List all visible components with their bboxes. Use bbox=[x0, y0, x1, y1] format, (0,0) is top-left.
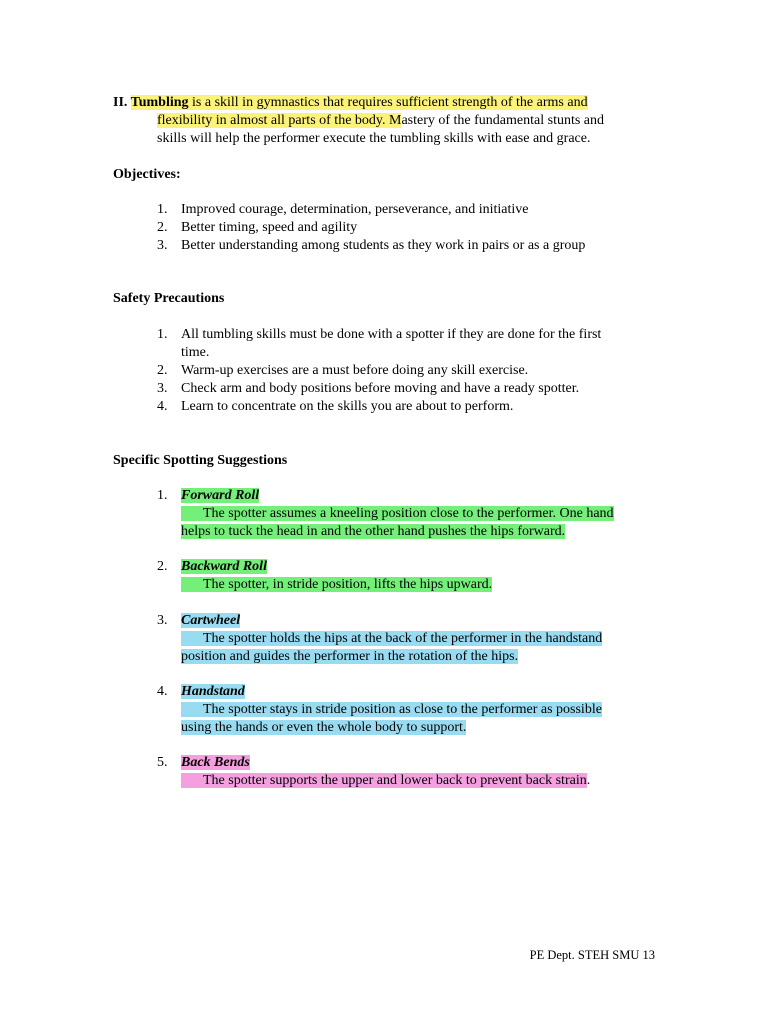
safety-heading: Safety Precautions bbox=[113, 291, 225, 306]
safety-item-continuation: time. bbox=[181, 345, 210, 360]
safety-item: 2. Warm-up exercises are a must before doing any skill exercise. bbox=[157, 363, 529, 378]
intro-paragraph bbox=[113, 94, 658, 148]
safety-item: 1. All tumbling skills must be done with a spotter if they are done for the first bbox=[157, 327, 602, 342]
safety-item: 4. Learn to concentrate on the skills you are about to perform. bbox=[157, 399, 514, 414]
spotting-description-line: The spotter assumes a kneeling position close to the performer. One hand bbox=[181, 505, 614, 523]
objective-item: 2. Better timing, speed and agility bbox=[157, 220, 358, 235]
spotting-item-cartwheel: 3. Cartwheel bbox=[157, 613, 241, 628]
spotting-description-line: using the hands or even the whole body to support. bbox=[181, 720, 467, 735]
spotting-title: Backward Roll bbox=[181, 559, 267, 574]
intro-term: Tumbling bbox=[130, 95, 189, 110]
objective-item: 3. Better understanding among students as they work in pairs or as a group bbox=[157, 238, 586, 253]
spotting-description-line: The spotter supports the upper and lower back to prevent back strain. bbox=[181, 772, 590, 790]
spotting-heading: Specific Spotting Suggestions bbox=[113, 453, 288, 468]
spotting-item-back-bends: 5. Back Bends bbox=[157, 755, 250, 770]
intro-line-2 bbox=[113, 112, 658, 130]
intro-line-1-text: is a skill in gymnastics that requires sufficient strength of the arms and bbox=[188, 95, 588, 110]
section-number: II. bbox=[113, 95, 131, 110]
spotting-description-line: The spotter stays in stride position as close to the performer as possible bbox=[181, 701, 602, 719]
spotting-item-backward-roll: 2. Backward Roll bbox=[157, 559, 267, 574]
spotting-title: Back Bends bbox=[181, 755, 250, 770]
spotting-title: Handstand bbox=[181, 684, 245, 699]
objective-item: 1. Improved courage, determination, perseverance, and initiative bbox=[157, 202, 529, 217]
spotting-description-line: The spotter holds the hips at the back of the performer in the handstand bbox=[181, 630, 602, 648]
safety-item: 3. Check arm and body positions before moving and have a ready spotter. bbox=[157, 381, 580, 396]
intro-line-1 bbox=[113, 94, 658, 112]
spotting-item-handstand: 4. Handstand bbox=[157, 684, 245, 699]
spotting-description-line: helps to tuck the head in and the other hand pushes the hips forward. bbox=[181, 524, 566, 539]
objectives-heading: Objectives: bbox=[113, 167, 181, 182]
spotting-title: Cartwheel bbox=[181, 613, 241, 628]
intro-line-2-highlight: flexibility in almost all parts of the body. M bbox=[157, 113, 402, 128]
spotting-item-forward-roll: 1. Forward Roll bbox=[157, 488, 260, 503]
spotting-description-line: The spotter, in stride position, lifts the hips upward. bbox=[181, 576, 492, 594]
spotting-title: Forward Roll bbox=[181, 488, 260, 503]
page-footer: PE Dept. STEH SMU 13 bbox=[529, 948, 655, 962]
intro-line-2-text: astery of the fundamental stunts and bbox=[401, 113, 605, 128]
intro-line-3: skills will help the performer execute the tumbling skills with ease and grace. bbox=[157, 131, 591, 146]
spotting-description-line: position and guides the performer in the rotation of the hips. bbox=[181, 649, 519, 664]
